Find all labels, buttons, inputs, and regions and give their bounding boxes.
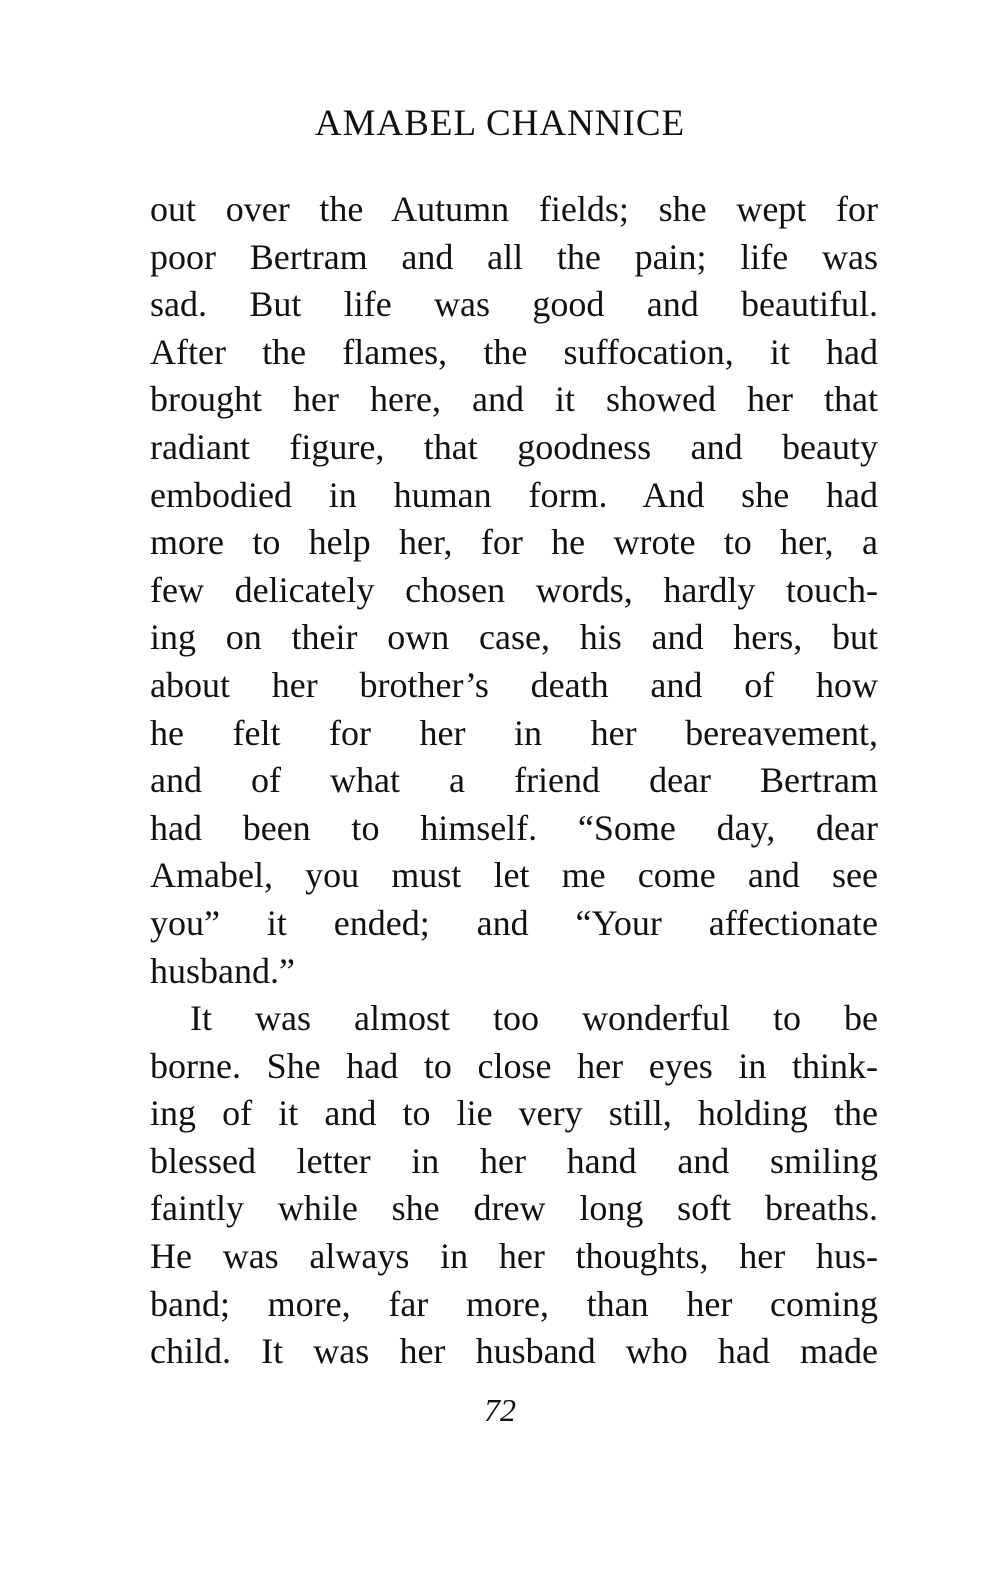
- text-line: had been to himself. “Some day, dear: [150, 807, 878, 848]
- text-line: blessed letter in her hand and smiling: [150, 1140, 878, 1181]
- text-line: child. It was her husband who had made: [150, 1331, 878, 1372]
- text-line: After the flames, the suffocation, it had: [150, 331, 878, 372]
- text-line: band; more, far more, than her coming: [150, 1283, 878, 1324]
- text-line: embodied in human form. And she had: [150, 474, 878, 515]
- text-line: ing on their own case, his and hers, but: [150, 617, 878, 658]
- text-line: faintly while she drew long soft breaths.: [150, 1188, 878, 1229]
- running-head-title: AMABEL CHANNICE: [314, 103, 686, 144]
- text-line: ing of it and to lie very still, holding the: [150, 1093, 878, 1134]
- text-line: husband.”: [150, 950, 295, 991]
- text-line: Amabel, you must let me come and see: [150, 855, 878, 896]
- text-line: more to help her, for he wrote to her, a: [150, 522, 878, 563]
- text-line: radiant figure, that goodness and beauty: [150, 426, 878, 467]
- text-line-paragraph-start: It was almost too wonderful to be: [190, 998, 878, 1039]
- text-line: about her brother’s death and of how: [150, 664, 878, 705]
- text-line: sad. But life was good and beautiful.: [150, 284, 878, 325]
- body-text: [150, 186, 878, 1376]
- text-line: few delicately chosen words, hardly touch-: [150, 569, 878, 610]
- text-line: brought her here, and it showed her that: [150, 379, 878, 420]
- text-line: out over the Autumn fields; she wept for: [150, 189, 878, 229]
- page-number: 72: [484, 1392, 516, 1428]
- text-line: he felt for her in her bereavement,: [150, 712, 878, 753]
- text-line: you” it ended; and “Your affectionate: [150, 902, 878, 943]
- text-line: poor Bertram and all the pain; life was: [150, 236, 878, 277]
- text-line: borne. She had to close her eyes in think-: [150, 1045, 878, 1086]
- text-line: He was always in her thoughts, her hus-: [150, 1236, 878, 1277]
- text-line: and of what a friend dear Bertram: [150, 760, 878, 801]
